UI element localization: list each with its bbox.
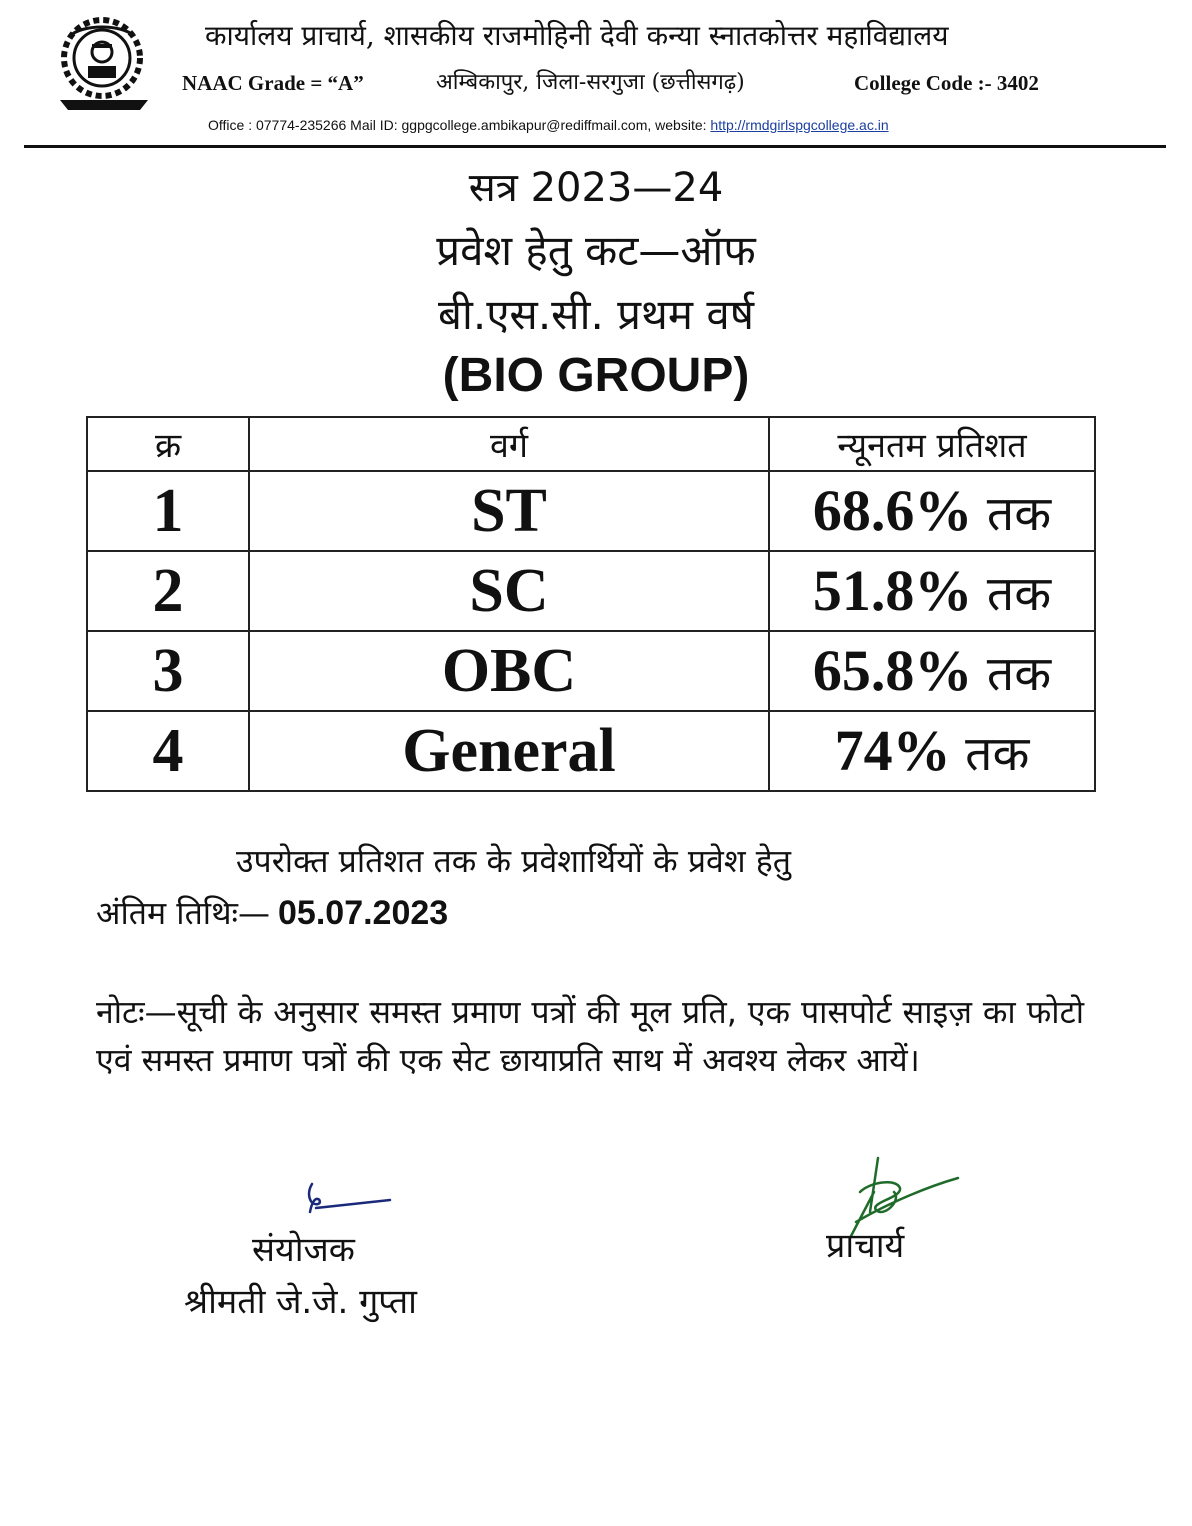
row-percent: 51.8% [812, 558, 973, 623]
row-percent-cell [769, 631, 1095, 711]
header-min-percent: न्यूनतम प्रतिशत [769, 417, 1095, 471]
row-suffix: तक [986, 566, 1052, 622]
office-contact-line [208, 114, 889, 136]
session-title: सत्र 2023—24 [468, 165, 724, 211]
table-row [87, 471, 1095, 551]
college-location: अम्बिकापुर, जिला-सरगुजा (छत्तीसगढ़) [436, 70, 745, 95]
coordinator-role: संयोजक [252, 1230, 355, 1270]
table-row [87, 551, 1095, 631]
coordinator-signature-icon [300, 1176, 400, 1226]
row-percent: 65.8% [812, 638, 973, 703]
row-serial: 4 [87, 711, 249, 791]
college-emblem-icon [52, 14, 156, 114]
row-category: ST [249, 471, 769, 551]
row-category: General [249, 711, 769, 791]
cutoff-title: प्रवेश हेतु कट—ऑफ [436, 226, 756, 275]
institution-name: कार्यालय प्राचार्य, शासकीय राजमोहिनी देवी कन्या स्नातकोत्तर महाविद्यालय [205, 19, 949, 52]
row-serial: 2 [87, 551, 249, 631]
header-category: वर्ग [249, 417, 769, 471]
header-serial: क्र [87, 417, 249, 471]
row-percent-cell [769, 551, 1095, 631]
row-suffix: तक [965, 726, 1030, 782]
table-header-row [87, 417, 1095, 471]
table-row [87, 711, 1095, 791]
row-category: SC [249, 551, 769, 631]
notice-line: उपरोक्त प्रतिशत तक के प्रवेशार्थियों के प्रवेश हेतु [236, 842, 792, 880]
course-title: बी.एस.सी. प्रथम वर्ष [438, 290, 754, 339]
row-suffix: तक [986, 486, 1052, 542]
principal-role: प्राचार्य [826, 1226, 905, 1266]
table-row [87, 631, 1095, 711]
office-contact-text: Office : 07774-235266 Mail ID: ggpgcollege.ambikapur@rediffmail.com, website: [208, 117, 711, 133]
college-code: College Code :- 3402 [854, 71, 1039, 95]
cutoff-table [86, 416, 1096, 792]
row-category: OBC [249, 631, 769, 711]
naac-grade: NAAC Grade = “A” [182, 71, 364, 95]
row-percent-cell [769, 711, 1095, 791]
deadline-label: अंतिम तिथिः— [96, 894, 271, 932]
header-divider [24, 145, 1166, 148]
row-percent: 68.6% [812, 478, 973, 543]
row-serial: 1 [87, 471, 249, 551]
coordinator-name: श्रीमती जे.जे. गुप्ता [184, 1282, 417, 1322]
row-percent-cell [769, 471, 1095, 551]
row-suffix: तक [986, 646, 1052, 702]
group-title: (BIO GROUP) [442, 349, 750, 402]
row-serial: 3 [87, 631, 249, 711]
website-link[interactable]: http://rmdgirlspgcollege.ac.in [710, 117, 889, 133]
note-paragraph: नोटः—सूची के अनुसार समस्त प्रमाण पत्रों की मूल प्रति, एक पासपोर्ट साइज़ का फोटो एवं समस्त प्रमाण पत्रों की एक सेट छायाप्रति साथ में अवश्य लेकर आयें। [96, 993, 1084, 1079]
deadline-date: 05.07.2023 [278, 894, 449, 932]
row-percent: 74% [834, 718, 951, 783]
deadline-line [96, 888, 1086, 938]
